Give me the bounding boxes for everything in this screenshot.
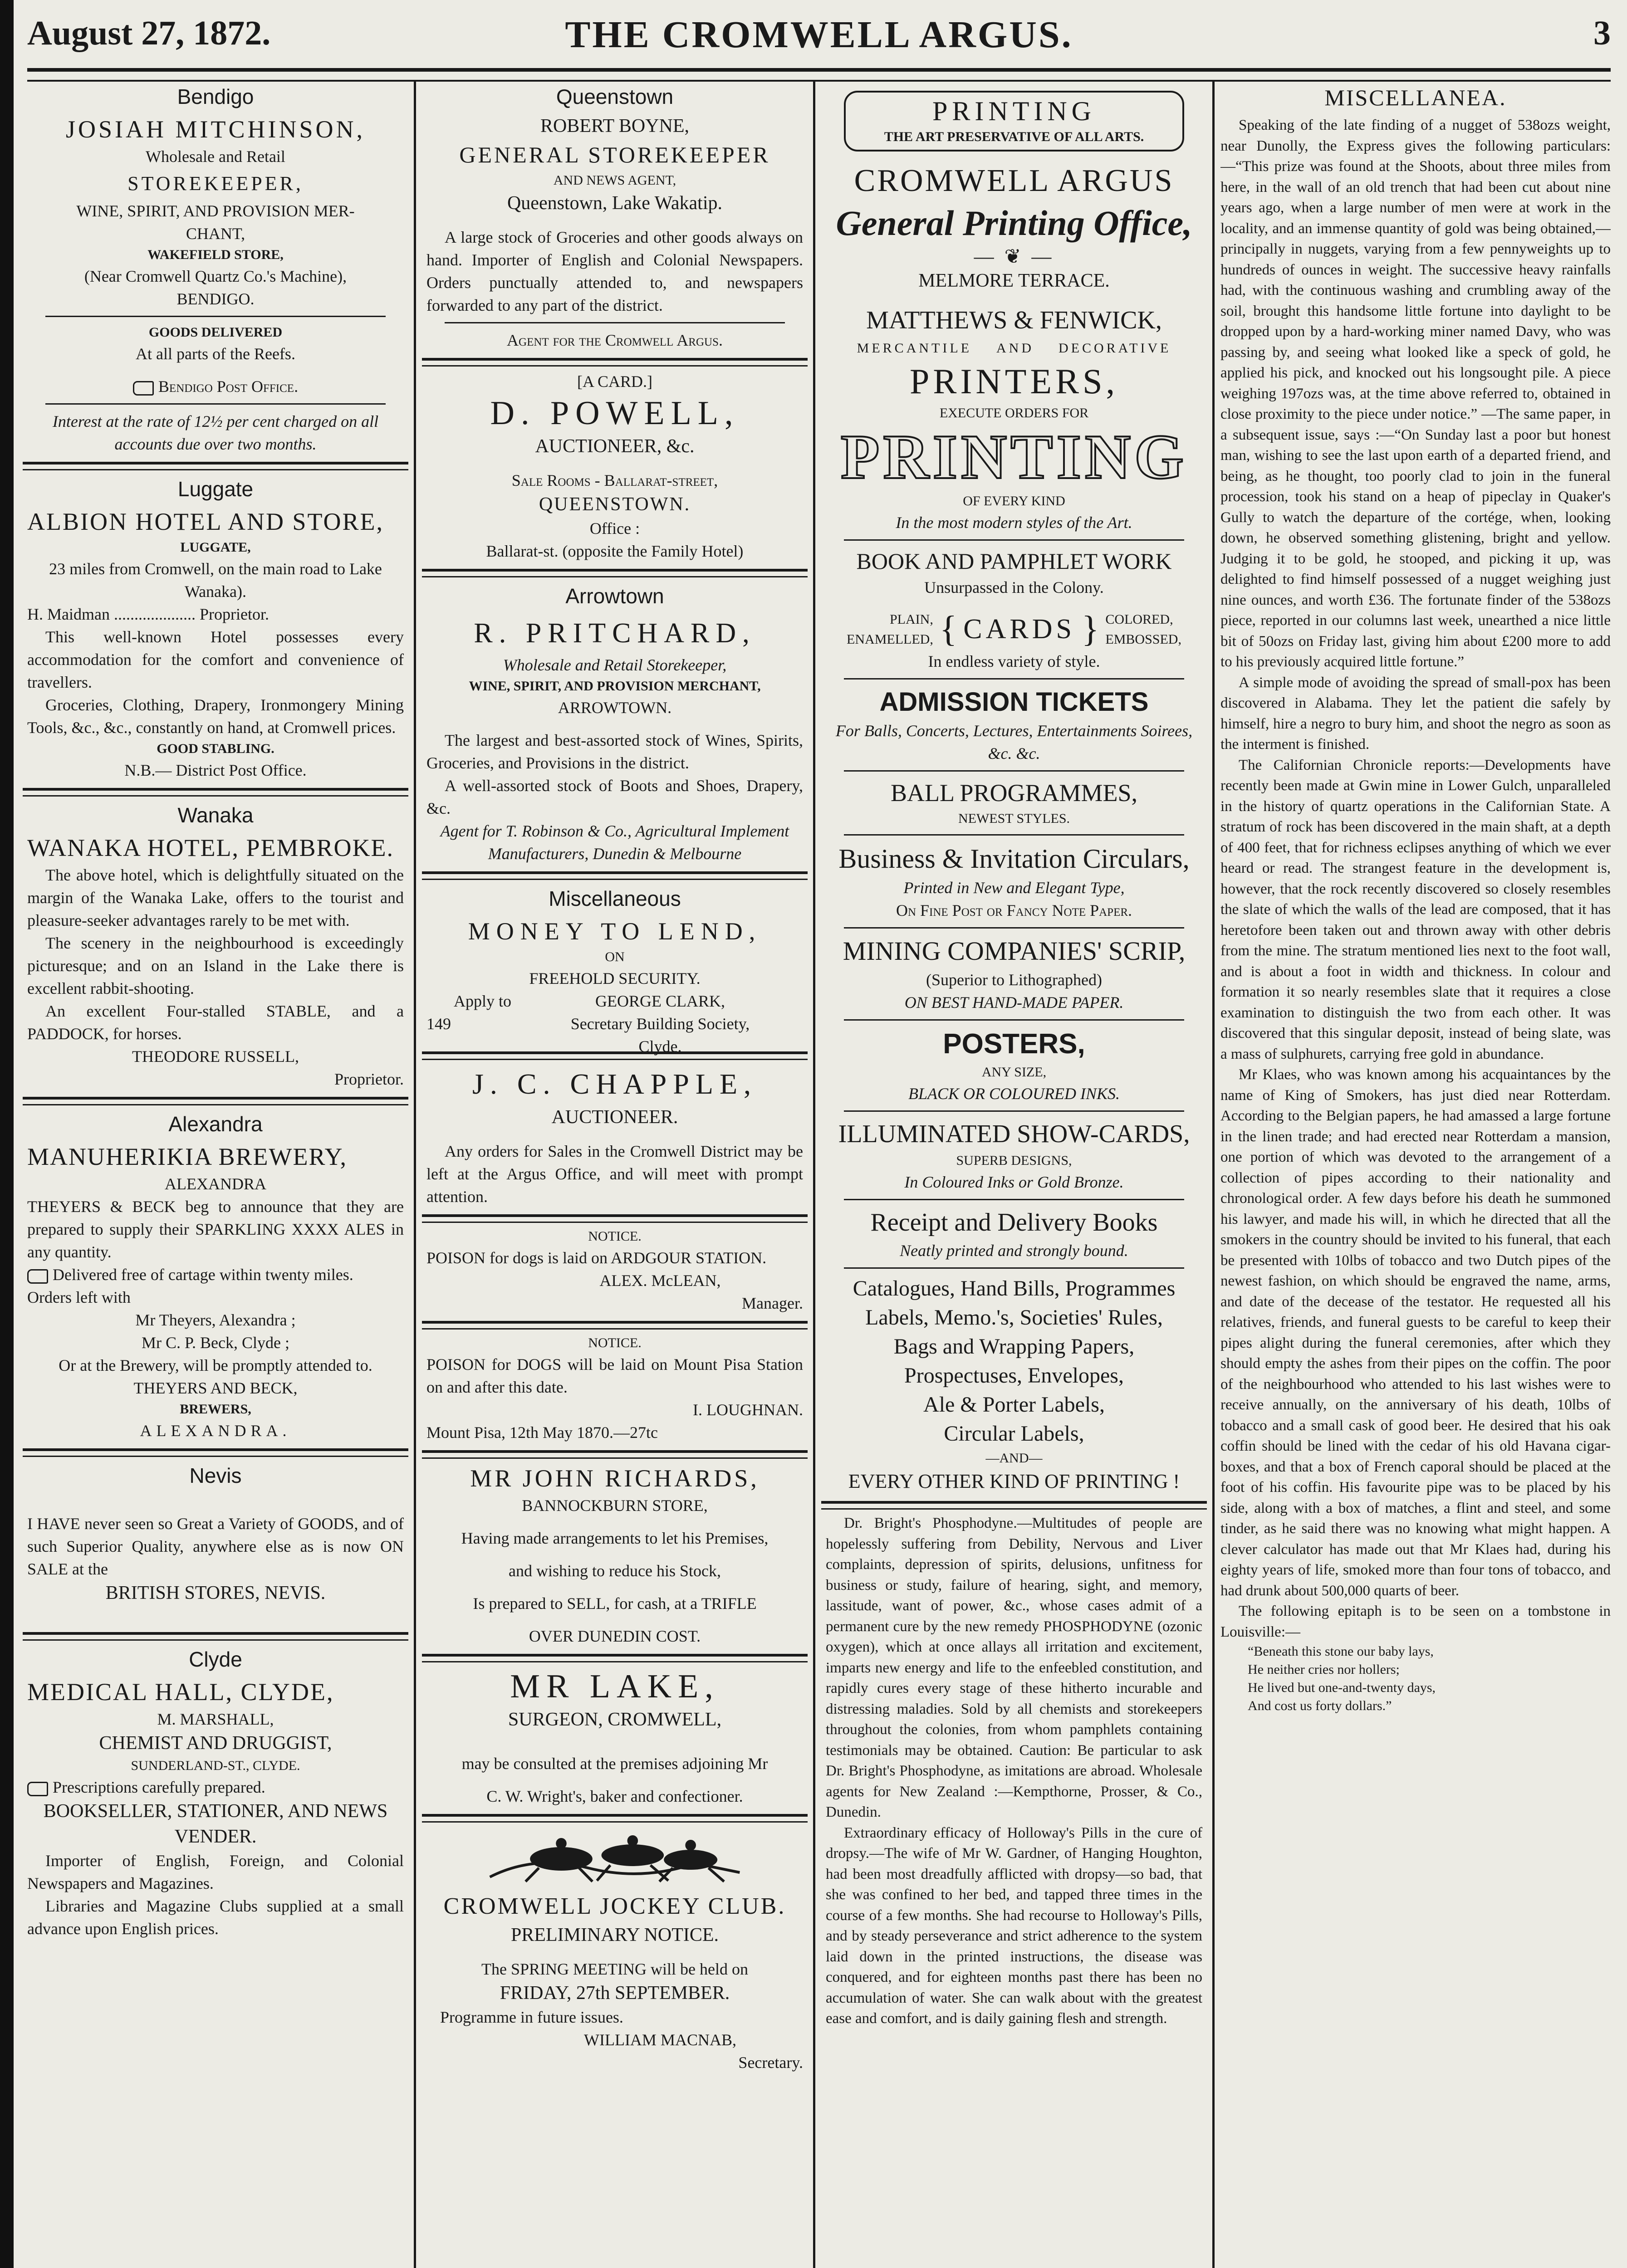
epitaph-line: He neither cries nor hollers; xyxy=(1248,1662,1400,1677)
ad-lake xyxy=(422,1666,808,1808)
ad-line: Delivered free of cartage within twenty miles. xyxy=(53,1266,353,1284)
ad-chapple xyxy=(422,1064,808,1208)
ad-heading: MATTHEWS & FENWICK, xyxy=(866,306,1162,334)
section-title-clyde: Clyde xyxy=(189,1647,242,1671)
ad-line: FREEHOLD SECURITY. xyxy=(529,969,701,987)
divider xyxy=(844,1199,1184,1200)
ad-line: THEYERS AND BECK, xyxy=(133,1379,298,1397)
patent-medicine-notices xyxy=(821,1513,1207,2029)
section-rule xyxy=(422,1214,808,1223)
ad-line: Having made arrangements to let his Premises, xyxy=(461,1529,769,1547)
ad-heading: MINING COMPANIES' SCRIP, xyxy=(843,936,1186,966)
section-rule xyxy=(422,1321,808,1330)
ad-line: GEORGE CLARK, xyxy=(595,992,725,1010)
advertiser-name: GENERAL STOREKEEPER xyxy=(459,142,770,167)
section-rule xyxy=(422,1450,808,1459)
ad-line: WINE, SPIRIT, AND PROVISION MER- xyxy=(76,202,355,220)
ad-line: AUCTIONEER. xyxy=(551,1107,678,1128)
section-rule xyxy=(422,358,808,367)
ad-line: CHANT, xyxy=(186,225,245,243)
ad-line: The largest and best-assorted stock of Wines, Spirits, Groceries, and Provisions in the district. xyxy=(426,731,803,772)
advertiser-name: J. C. CHAPPLE, xyxy=(472,1068,758,1100)
epitaph-line: He lived but one-and-twenty days, xyxy=(1248,1680,1436,1695)
ad-line: AND NEWS AGENT, xyxy=(553,173,676,188)
ad-line: ARROWTOWN. xyxy=(558,699,672,717)
ad-line: Wholesale and Retail Storekeeper, xyxy=(503,656,727,674)
ad-line: DECORATIVE xyxy=(1059,341,1171,356)
ad-line: ALEXANDRA xyxy=(165,1175,266,1193)
ad-line: CHEMIST AND DRUGGIST, xyxy=(99,1733,332,1754)
masthead-rule xyxy=(27,68,1611,82)
ad-line: ON BEST HAND-MADE PAPER. xyxy=(904,993,1124,1012)
ad-printing-office xyxy=(821,91,1207,1495)
pointing-hand-icon xyxy=(27,1269,48,1284)
ad-line: STOREKEEPER, xyxy=(127,172,304,195)
ad-line: Queenstown, Lake Wakatip. xyxy=(507,193,723,214)
masthead xyxy=(27,9,1611,64)
ad-line: Circular Labels, xyxy=(944,1422,1084,1446)
ad-heading: ADMISSION TICKETS xyxy=(879,687,1149,717)
ad-line: Agent for the Cromwell Argus. xyxy=(507,331,723,349)
ad-line: Proprietor. xyxy=(334,1070,404,1088)
ad-line: Manager. xyxy=(742,1294,803,1312)
ad-line: Unsurpassed in the Colony. xyxy=(924,578,1104,596)
ad-line: BLACK OR COLOURED INKS. xyxy=(908,1085,1120,1103)
article-paragraph: Mr Klaes, who was known among his acquaintances by the name of King of Smokers, has just died near Rotterdam. According to the Belgian papers, he had amassed a large fortune in the linen trade; and had erected near Rotterdam a mansion, one portion of which was devoted to the arrangement of a collection of pipes according to their nationality and chronological order. A few days before his death he summoned his lawyer, and made his will, in which he directed that all the smokers in the country should be invited to his funeral, that each be presented with 10lbs of tobacco and two Dutch pipes of the newest fashion, on which should be engraved the name, arms, and date of the decease of the testator. He requested all his relatives, friends, and funeral guests to be careful to keep their pipes alight during the funeral ceremonies, after which they should empty the ashes from their pipes on the coffin. The poor of the neighbourhood who attended to his last wishes were to receive annually, on the anniversary of his death, 10lbs of tobacco and a small cask of good beer. He desired that his oak coffin should be lined with the cedar of his old Havana cigar-boxes, and that a box of French caporal should be placed at the foot of his coffin. His favourite pipe was to be placed by his side, along with a box of matches, a flint and steel, and some tinder, as he said there was no knowing what might happen. A clever calculator has made out that Mr Klaes had, during his eighty years of life, smoked more than four tons of tobacco, and had drunk about 500,000 quarts of beer. xyxy=(1220,1066,1611,1599)
ad-line: Bags and Wrapping Papers, xyxy=(893,1334,1135,1359)
ad-line: PRELIMINARY NOTICE. xyxy=(510,1925,719,1945)
ad-line: ON xyxy=(605,949,625,964)
ad-heading: CROMWELL ARGUS xyxy=(854,163,1174,198)
section-title-luggate: Luggate xyxy=(177,477,254,501)
ad-line: Mount Pisa, 12th May 1870.—27tc xyxy=(426,1423,658,1442)
article-paragraph: The Californian Chronicle reports:—Developments have recently been made at Gwin mine in Lower Gulch, unparalleled in the history of quartz operations in the Californian State. A stratum of rock has been discovered in the main shaft, at a depth of 400 feet, that for richness eclipses anything of which we ever heard or read. The strangest feature in the development is, however, that the rock recently discovered so closely resembles the slate of which the walls of the lead are composed, that it has heretofore been taken out and thrown away with other debris from the mine. The stratum mentioned lies next to the foot wall, and is about a foot in width and thickness. In colour and formation it so nearly resembles slate that it requires a close examination to distinguish the two from each other. It was discovered that this singular deposit, instead of being slate, was a mass of sulphurets, carrying free gold in abundance. xyxy=(1220,757,1611,1062)
ad-line: 23 miles from Cromwell, on the main road to Lake Wanaka). xyxy=(49,560,382,601)
ad-line: ALEX. McLEAN, xyxy=(599,1271,721,1290)
ad-line: BOOKSELLER, STATIONER, AND NEWS VENDER. xyxy=(43,1801,388,1847)
ad-line: A well-assorted stock of Boots and Shoes, Drapery, &c. xyxy=(426,777,803,817)
pointing-hand-icon xyxy=(133,381,154,396)
section-title-nevis: Nevis xyxy=(189,1464,242,1487)
section-rule xyxy=(422,1051,808,1060)
ad-line: BANNOCKBURN STORE, xyxy=(522,1496,708,1515)
ad-line: This well-known Hotel possesses every accommodation for the comfort and convenience of travellers. xyxy=(27,628,404,691)
ad-heading: Business & Invitation Circulars, xyxy=(838,844,1190,874)
column-2 xyxy=(422,82,808,2268)
ad-line: SURGEON, CROMWELL, xyxy=(508,1709,722,1730)
advertiser-name: MEDICAL HALL, CLYDE, xyxy=(27,1678,334,1706)
advertiser-name: D. POWELL, xyxy=(490,395,740,432)
ad-line: AND xyxy=(996,341,1034,356)
advertiser-name: JOSIAH MITCHINSON, xyxy=(65,116,366,143)
article-paragraph: A simple mode of avoiding the spread of small-pox has been discovered in Alabama. They let the patient die safely by himself, hire a negro to bury him, and shoot the negro as soon as the interment is finished. xyxy=(1220,674,1611,753)
advertiser-name: CROMWELL JOCKEY CLUB. xyxy=(443,1893,786,1919)
ad-line: Prospectuses, Envelopes, xyxy=(904,1364,1124,1388)
ad-line: PLAIN, xyxy=(890,611,933,627)
newspaper-title: THE CROMWELL ARGUS. xyxy=(565,14,1073,56)
ad-line: may be consulted at the premises adjoining Mr xyxy=(461,1755,768,1773)
section-rule xyxy=(23,1448,408,1457)
advertiser-name: WANAKA HOTEL, PEMBROKE. xyxy=(27,834,394,861)
ad-line: In Coloured Inks or Gold Bronze. xyxy=(904,1173,1124,1191)
ad-queenstown xyxy=(422,82,808,352)
ad-line: EMBOSSED, xyxy=(1105,631,1181,647)
ad-line: Clyde. xyxy=(638,1037,682,1056)
ad-line: Orders left with xyxy=(27,1288,131,1306)
section-rule xyxy=(23,1632,408,1641)
ad-line: QUEENSTOWN. xyxy=(539,494,691,515)
ad-line: GOOD STABLING. xyxy=(157,741,274,756)
divider xyxy=(844,1110,1184,1112)
section-title-alexandra: Alexandra xyxy=(168,1112,263,1136)
ad-line: Ballarat-st. (opposite the Family Hotel) xyxy=(486,542,744,560)
column-divider xyxy=(1212,82,1215,2268)
ad-line: C. W. Wright's, baker and confectioner. xyxy=(486,1787,743,1805)
ad-line: Sale Rooms - Ballarat-street, xyxy=(511,471,718,489)
ad-line: —AND— xyxy=(985,1451,1043,1466)
advertiser-name: R. PRITCHARD, xyxy=(474,618,756,649)
ad-line: (Superior to Lithographed) xyxy=(926,971,1102,989)
section-rule xyxy=(821,1501,1207,1510)
notice-ardgour xyxy=(422,1227,808,1315)
ad-line: WINE, SPIRIT, AND PROVISION MERCHANT, xyxy=(469,679,761,694)
divider xyxy=(445,322,785,323)
ad-line: Mr C. P. Beck, Clyde ; xyxy=(141,1334,289,1352)
divider xyxy=(844,678,1184,679)
ad-heading: CARDS xyxy=(963,614,1075,645)
column-4-miscellanea xyxy=(1220,82,1611,2268)
ad-line: GOODS DELIVERED xyxy=(148,325,283,340)
ad-line: M. MARSHALL, xyxy=(157,1710,274,1728)
ad-line: ENAMELLED, xyxy=(847,631,933,647)
ad-line: In the most modern styles of the Art. xyxy=(896,513,1132,532)
section-title-arrowtown: Arrowtown xyxy=(565,584,664,608)
article-paragraph: Speaking of the late finding of a nugget of 538ozs weight, near Dunolly, the Express gives the following particulars:—“This prize was found at the Shoots, about three miles from here, in the wall of an old trench that had been cut about nine years ago, when a large number of men were at work in the locality, and an immense quantity of gold was being obtained,—principally in nuggets, varying from a few pennyweights up to hundreds of ounces in weight. The successive heavy rainfalls had, with the continuous washing and crumbling away of the soil, brought this handsome little fortune into daylight to be dropped upon by a hard-working miner named Davy, who was passing by, and seeing what looked like a speck of gold, he applied his pick, and knocked out his longsought pile. A piece weighing 197ozs was, at the time above referred to, obtained in close proximity to the piece under notice.” —The same paper, in a subsequent issue, says :—“On Sunday last a poor but honest man, wishing to see the last upon earth of a departed friend, and being, as he thought, too poorly clad to join in the funeral procession, took his stand on a heap of pipeclay in Quaker's Gully to watch the departure of the cortége, when, looking down, he observed something glistening, bright and yellow. Judging it to be gold, he stooped, and picking it up, was delighted to find himself possessed of a nugget weighing just nine ounces, and worth £36. The fortunate finder of the 538ozs piece, reported in our columns last week, unearthed a nice little bit of 50ozs on Friday last, giving him about £200 more to add to his previously acquired little fortune.” xyxy=(1220,117,1611,670)
section-rule xyxy=(422,871,808,880)
ad-line: FRIDAY, 27th SEPTEMBER. xyxy=(500,1983,730,2004)
article-paragraph: The following epitaph is to be seen on a tombstone in Louisville:— xyxy=(1220,1603,1611,1640)
ad-heading: POSTERS, xyxy=(943,1028,1085,1060)
ad-heading: BALL PROGRAMMES, xyxy=(890,779,1138,807)
ad-line: EXECUTE ORDERS FOR xyxy=(939,406,1089,420)
divider xyxy=(45,316,386,317)
ad-line: On Fine Post or Fancy Note Paper. xyxy=(896,901,1132,919)
advertiser-name: MR JOHN RICHARDS, xyxy=(470,1465,760,1492)
ad-line: I. LOUGHNAN. xyxy=(693,1401,803,1419)
column-1 xyxy=(23,82,408,2268)
ad-line: ALEXANDRA. xyxy=(140,1422,291,1440)
ad-line: Catalogues, Hand Bills, Programmes xyxy=(853,1276,1176,1300)
section-title-bendigo: Bendigo xyxy=(177,85,254,108)
advertiser-name: MR LAKE, xyxy=(510,1668,720,1705)
ad-line: Neatly printed and strongly bound. xyxy=(900,1242,1128,1260)
ad-line: BRITISH STORES, NEVIS. xyxy=(105,1583,326,1603)
ad-line: POISON for DOGS will be laid on Mount Pisa Station on and after this date. xyxy=(426,1355,803,1396)
ad-line: H. Maidman .................... Proprietor. xyxy=(27,605,269,623)
ad-line: Importer of English, Foreign, and Colonial Newspapers and Magazines. xyxy=(27,1852,404,1892)
ad-line: ROBERT BOYNE, xyxy=(540,116,690,137)
section-title-miscellanea: MISCELLANEA. xyxy=(1324,85,1507,110)
section-title-wanaka: Wanaka xyxy=(177,803,254,827)
ad-heading: EVERY OTHER KIND OF PRINTING ! xyxy=(848,1470,1180,1492)
ad-line: The SPRING MEETING will be held on xyxy=(481,1960,748,1978)
ad-line: Libraries and Magazine Clubs supplied at a small advance upon English prices. xyxy=(27,1897,404,1938)
ad-line: WILLIAM MACNAB, xyxy=(584,2031,736,2049)
ad-money-to-lend xyxy=(422,884,808,1056)
ad-line: Apply to xyxy=(454,992,512,1010)
epitaph-line: And cost us forty dollars.” xyxy=(1248,1698,1392,1713)
ad-line: Printed in New and Elegant Type, xyxy=(903,879,1125,897)
ad-line: NEWEST STYLES. xyxy=(958,811,1070,826)
ad-line: [A CARD.] xyxy=(577,372,652,391)
ad-jockey-club xyxy=(422,1827,808,2074)
ad-line: I HAVE never seen so Great a Variety of GOODS, and of such Superior Quality, anywhere else as is now ON SALE at the xyxy=(27,1515,404,1578)
ad-heading: General Printing Office, xyxy=(836,203,1192,243)
ad-wanaka xyxy=(23,800,408,1090)
section-rule xyxy=(422,1814,808,1823)
epitaph-line: “Beneath this stone our baby lays, xyxy=(1248,1644,1434,1659)
delivery-line xyxy=(27,1263,404,1286)
ad-line: AUCTIONEER, &c. xyxy=(535,436,695,457)
ad-line: ANY SIZE, xyxy=(981,1065,1047,1080)
ad-line: Groceries, Clothing, Drapery, Ironmongery Mining Tools, &c., &c., constantly on hand, at Cromwell prices. xyxy=(27,696,404,737)
ad-line: Mr Theyers, Alexandra ; xyxy=(135,1311,296,1329)
ad-line: Office : xyxy=(589,519,640,538)
ad-line: N.B.— District Post Office. xyxy=(124,761,307,779)
advertiser-name: ALBION HOTEL AND STORE, xyxy=(27,508,384,535)
ad-alexandra xyxy=(23,1109,408,1442)
ad-line: LUGGATE, xyxy=(180,540,251,555)
ad-line: Or at the Brewery, will be promptly attended to. xyxy=(59,1356,372,1374)
ad-bendigo xyxy=(23,82,408,455)
ad-line: and wishing to reduce his Stock, xyxy=(509,1562,721,1580)
ad-line: Ale & Porter Labels, xyxy=(923,1393,1105,1417)
ad-line: OF EVERY KIND xyxy=(963,494,1065,508)
post-office-line xyxy=(27,375,404,398)
section-rule xyxy=(422,1654,808,1662)
ad-line: Programme in future issues. xyxy=(440,2008,623,2026)
ad-line: BREWERS, xyxy=(180,1402,251,1417)
divider xyxy=(844,1267,1184,1269)
section-rule xyxy=(23,462,408,470)
ad-luggate xyxy=(23,474,408,782)
ad-line: MERCANTILE xyxy=(857,341,972,356)
ad-line: MELMORE TERRACE. xyxy=(918,270,1110,291)
divider xyxy=(844,770,1184,772)
cards-line: PLAIN, ENAMELLED, { CARDS } COLORED, EMBOSSED, xyxy=(847,609,1181,649)
advertiser-name: MONEY TO LEND, xyxy=(468,918,762,945)
ad-powell xyxy=(422,370,808,562)
ad-arrowtown xyxy=(422,581,808,865)
ad-line: The above hotel, which is delightfully situated on the margin of the Wanaka Lake, offers to the tourist and pleasure-seeker advantages rarely to be met with. xyxy=(27,866,404,929)
notice-heading: NOTICE. xyxy=(588,1229,642,1244)
ad-line: SUPERB DESIGNS, xyxy=(956,1153,1072,1168)
divider xyxy=(844,539,1184,541)
ad-richards xyxy=(422,1462,808,1647)
ad-heading: Receipt and Delivery Books xyxy=(870,1208,1158,1237)
divider xyxy=(844,1019,1184,1021)
ad-line: Is prepared to SELL, for cash, at a TRIFLE xyxy=(473,1594,757,1613)
notice-mount-pisa xyxy=(422,1333,808,1444)
divider xyxy=(844,927,1184,929)
ad-line: Secretary Building Society, xyxy=(570,1015,750,1033)
ad-heading: BOOK AND PAMPHLET WORK xyxy=(856,548,1172,574)
ad-line: THEODORE RUSSELL, xyxy=(132,1047,299,1066)
section-rule xyxy=(422,569,808,577)
ad-line: The scenery in the neighbourhood is exceedingly picturesque; and on an Island in the Lake there is excellent rabbit-shooting. xyxy=(27,934,404,997)
notice-paragraph: Extraordinary efficacy of Holloway's Pills in the cure of dropsy.—The wife of Mr W. Gardner, of Hanging Houghton, had been most dreadfully afflicted with dropsy—so bad, that she was confined to her bed, and tapped three times in the course of a few months. She had recourse to Holloway's Pills, and by steady perseverance and strict adherence to the system laid down in the printed instructions, the disease was conquered, and for eighteen months past there has been no accumulation of water. She can walk about with the greatest ease and comfort, and is daily gaining flesh and strength. xyxy=(826,1824,1202,2027)
issue-date: August 27, 1872. xyxy=(27,14,271,52)
ad-line: Labels, Memo.'s, Societies' Rules, xyxy=(865,1305,1163,1330)
notice-paragraph: Dr. Bright's Phosphodyne.—Multitudes of people are hopelessly suffering from Debility, Nervous and Liver complaints, depression of spirits, delusions, unfitness for business or study, failure of hearing, sight, and memory, lassitude, want of power, &c., whose cases admit of a permanent cure by the new remedy PHOSPHODYNE (ozonic oxygen), which at once allays all irritation and excitement, imparts new energy and life to the enfeebled constitution, and rapidly cures every stage of these hitherto incurable and distressing maladies. Sold by all chemists and storekeepers throughout the colonies, from whom pamphlets containing testimonials may be obtained. Caution: Be particular to ask Dr. Bright's Phosphodyne, as imitations are abroad. Wholesale agents for New Zealand :—Kempthorne, Prosser, & Co., Dunedin. xyxy=(826,1515,1202,1820)
ad-line: In endless variety of style. xyxy=(928,652,1100,670)
ad-line: THEYERS & BECK beg to announce that they are prepared to supply their SPARKLING XXXX ALES in any quantity. xyxy=(27,1198,404,1261)
divider xyxy=(844,834,1184,836)
ad-line: Any orders for Sales in the Cromwell District may be left at the Argus Office, and will meet with prompt attention. xyxy=(426,1142,803,1206)
page-edge xyxy=(0,0,14,2268)
section-title-miscellaneous: Miscellaneous xyxy=(549,887,681,910)
printing-banner xyxy=(844,91,1184,152)
column-3 xyxy=(821,82,1207,2268)
prescriptions-line xyxy=(27,1776,404,1799)
column-divider xyxy=(813,82,815,2268)
ad-line: Bendigo Post Office. xyxy=(158,377,299,396)
ad-nevis xyxy=(23,1461,408,1626)
section-rule xyxy=(23,1097,408,1105)
ad-line: For Balls, Concerts, Lectures, Entertainments Soirees, &c. &c. xyxy=(835,722,1193,763)
ad-line: POISON for dogs is laid on ARDGOUR STATION. xyxy=(426,1249,767,1267)
page-number: 3 xyxy=(1593,14,1611,52)
pointing-hand-icon xyxy=(27,1782,48,1796)
ad-line: Wholesale and Retail xyxy=(146,147,285,166)
divider xyxy=(45,403,386,405)
notice-heading: NOTICE. xyxy=(588,1335,642,1350)
ad-line: 149 xyxy=(426,1015,451,1033)
ad-line: An excellent Four-stalled STABLE, and a PADDOCK, for horses. xyxy=(27,1002,404,1043)
ad-line: Agent for T. Robinson & Co., Agricultural Implement Manufacturers, Dunedin & Melbourne xyxy=(440,822,789,863)
ad-line: BENDIGO. xyxy=(176,290,255,308)
ad-line: OVER DUNEDIN COST. xyxy=(529,1627,701,1645)
advertiser-name: MANUHERIKIA BREWERY, xyxy=(27,1143,348,1170)
ad-line: Prescriptions carefully prepared. xyxy=(53,1778,265,1796)
printing-display-type: PRINTING xyxy=(840,422,1188,492)
ad-clyde xyxy=(23,1644,408,1940)
ad-line: Secretary. xyxy=(738,2053,803,2072)
column-divider xyxy=(414,82,416,2268)
banner-title: PRINTING xyxy=(932,96,1096,126)
ad-line: COLORED, xyxy=(1105,611,1173,627)
ad-heading: PRINTERS, xyxy=(910,362,1118,401)
ad-line: Interest at the rate of 12½ per cent charged on all accounts due over two months. xyxy=(52,412,379,453)
section-title-queenstown: Queenstown xyxy=(556,85,674,108)
ad-line: (Near Cromwell Quartz Co.'s Machine), xyxy=(84,267,347,285)
banner-subtitle: THE ART PRESERVATIVE OF ALL ARTS. xyxy=(884,129,1144,144)
ad-heading: ILLUMINATED SHOW-CARDS, xyxy=(838,1120,1190,1148)
horse-race-illustration xyxy=(481,1827,749,1886)
ad-line: SUNDERLAND-ST., CLYDE. xyxy=(131,1758,300,1773)
ad-line: WAKEFIELD STORE, xyxy=(147,247,284,262)
section-rule xyxy=(23,788,408,797)
ornament-divider: — ❦ — xyxy=(974,245,1054,268)
ad-line: At all parts of the Reefs. xyxy=(136,345,295,363)
arc-line xyxy=(826,337,1202,360)
ad-line: A large stock of Groceries and other goods always on hand. Importer of English and Colonial Newspapers. Orders punctually attended to, and newspapers forwarded to any part of the district. xyxy=(426,228,803,314)
